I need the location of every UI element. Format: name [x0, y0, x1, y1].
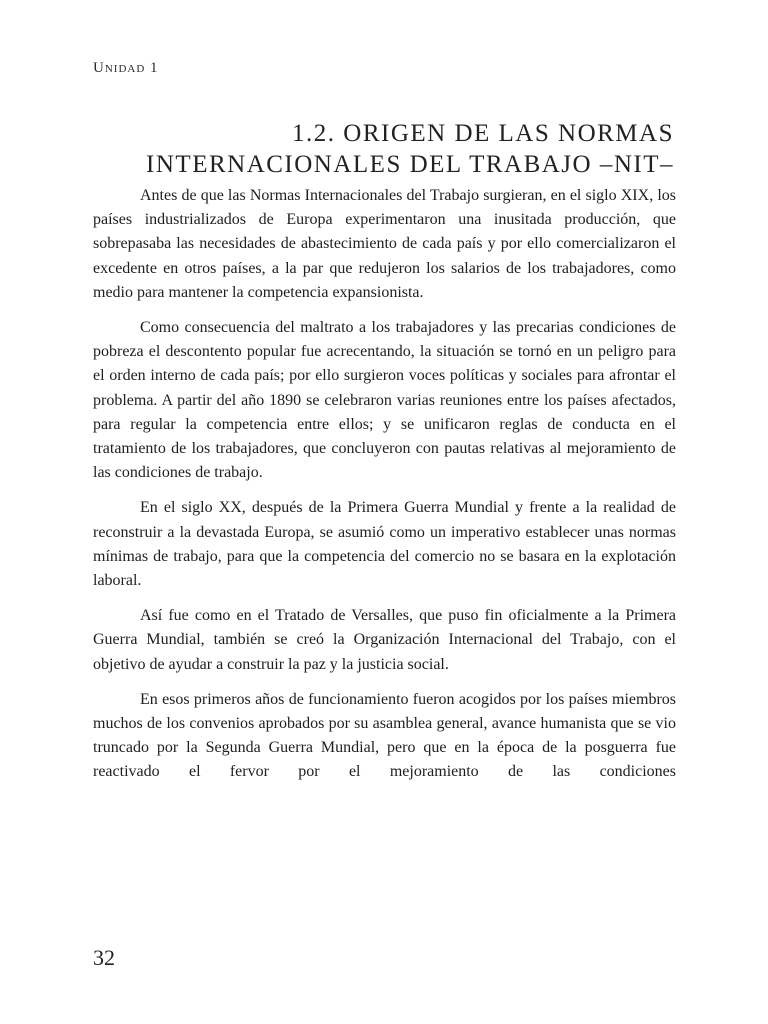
section-title-line-2: INTERNACIONALES DEL TRABAJO –NIT–	[146, 151, 674, 178]
paragraph-5: En esos primeros años de funcionamiento fueron acogidos por los países miembros muchos de los convenios aprobados por su asamblea general, avance humanista que se vio truncado por la Segunda Guerra Mundial, pero que en la época de la posguerra fue reactivado el fervor por el mejoramiento de las condiciones	[93, 690, 676, 781]
section-title	[114, 118, 674, 180]
running-head: Unidad 1	[93, 60, 159, 76]
paragraph-1: Antes de que las Normas Internacionales del Trabajo surgieran, en el siglo XIX, los países industrializados de Europa experimentaron una inusitada producción, que sobrepasaba las necesidades de abastecimiento de cada país y por ello comercializaron el excedente en otros países, a la par que redujeron los salarios de los trabajadores, como medio para mantener la competencia expansionista.	[93, 187, 676, 301]
body-text	[93, 184, 676, 785]
page-number: 32	[93, 945, 115, 970]
paragraph-3: En el siglo XX, después de la Primera Guerra Mundial y frente a la realidad de reconstruir a la devastada Europa, se asumió como un imperativo establecer unas normas mínimas de trabajo, para que la competencia del comercio no se basara en la explotación laboral.	[93, 499, 676, 590]
paragraph-2: Como consecuencia del maltrato a los trabajadores y las precarias condiciones de pobreza el descontento popular fue acrecentando, la situación se tornó en un peligro para el orden interno de cada país; por ello surgieron voces políticas y sociales para afrontar el problema. A partir del año 1890 se celebraron varias reuniones entre los países afectados, para regular la competencia entre ellos; y se unificaron reglas de conducta en el tratamiento de los trabajadores, que concluyeron con pautas relativas al mejoramiento de las condiciones de trabajo.	[93, 319, 676, 482]
section-title-line-1: 1.2. ORIGEN DE LAS NORMAS	[292, 120, 674, 147]
paragraph-4: Así fue como en el Tratado de Versalles, que puso fin oficialmente a la Primera Guerra Mundial, también se creó la Organización Internacional del Trabajo, con el objetivo de ayudar a construir la paz y la justicia social.	[93, 607, 676, 673]
